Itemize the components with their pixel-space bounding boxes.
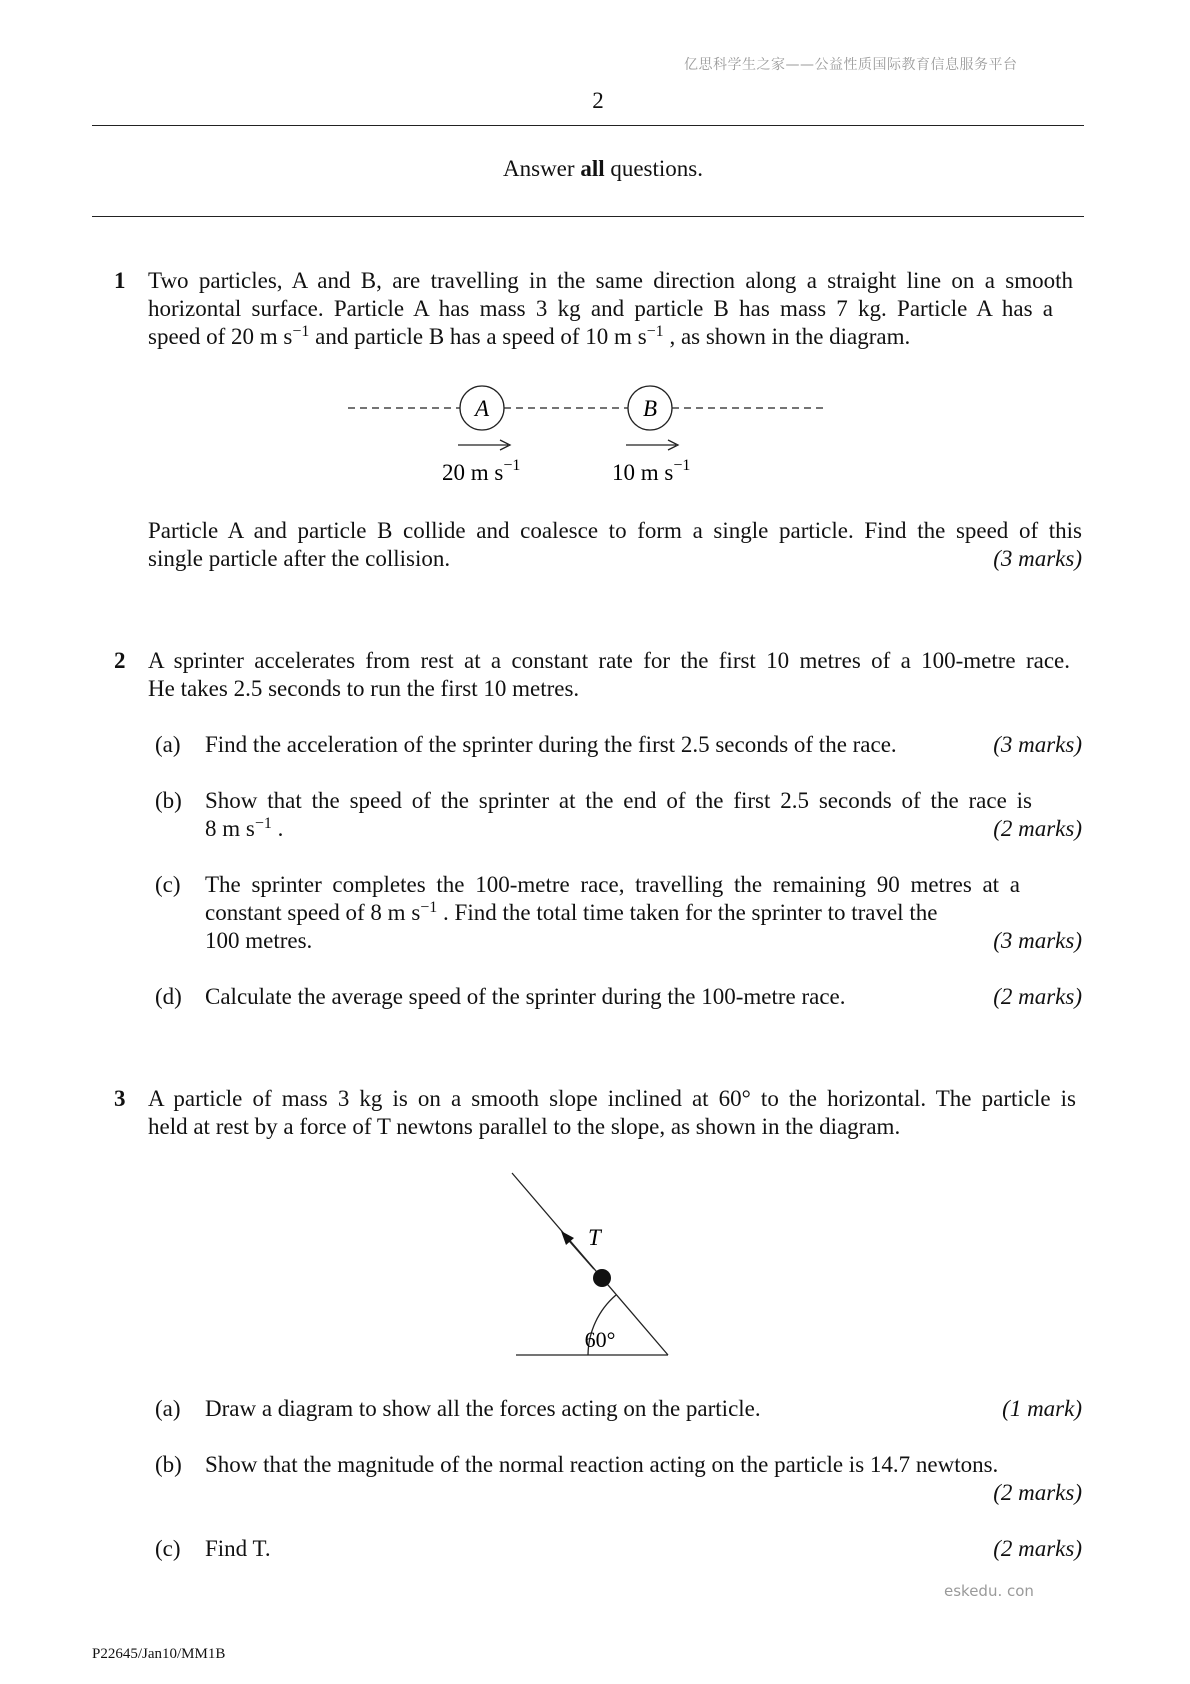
q2a-text: Find the acceleration of the sprinter during the first 2.5 seconds of the race. xyxy=(205,732,897,757)
q3a-marks: (1 mark) xyxy=(1002,1396,1082,1421)
q1-line-1: Two particles, A and B, are travelling in the same direction along a straight line on a smooth xyxy=(148,268,1073,293)
q2-line-2: He takes 2.5 seconds to run the first 10 metres. xyxy=(148,676,580,701)
q3c-text: Find T. xyxy=(205,1536,271,1561)
slope-diagram xyxy=(500,1165,700,1365)
question-3-number: 3 xyxy=(114,1086,126,1111)
collision-diagram xyxy=(340,380,840,490)
q3-line-2: held at rest by a force of T newtons parallel to the slope, as shown in the diagram. xyxy=(148,1114,901,1139)
q1-line-5: single particle after the collision. xyxy=(148,546,451,571)
q2c-line-1: The sprinter completes the 100-metre race, travelling the remaining 90 metres at a xyxy=(205,872,1020,897)
q2b-marks: (2 marks) xyxy=(993,816,1082,841)
q3-line-1: A particle of mass 3 kg is on a smooth slope inclined at 60° to the horizontal. The particle is xyxy=(148,1086,1076,1111)
q2d-marks: (2 marks) xyxy=(993,984,1082,1009)
force-label: T xyxy=(588,1225,601,1250)
q1-line-3: speed of 20 m $s^{-1}$ and particle B has a speed of 10 m $s^{-1}$ , as shown in the diagram. xyxy=(148,323,911,349)
q2c-line-3: 100 metres. xyxy=(205,928,313,953)
particle-b-label: B xyxy=(642,396,658,421)
q2a-label: (a) xyxy=(155,732,181,757)
q2b-line-1: Show that the speed of the sprinter at the end of the first 2.5 seconds of the race is xyxy=(205,788,1032,813)
q3b-text: Show that the magnitude of the normal reaction acting on the particle is 14.7 newtons. xyxy=(205,1452,999,1477)
angle-label: 60° xyxy=(584,1327,616,1352)
q2c-line-2: constant speed of 8 m $s^{-1}$ . Find the total time taken for the sprinter to travel the xyxy=(205,899,938,925)
q2d-text: Calculate the average speed of the sprinter during the 100-metre race. xyxy=(205,984,846,1009)
q3c-label: (c) xyxy=(155,1536,181,1561)
footer-code: P22645/Jan10/MM1B xyxy=(92,1646,226,1662)
q3c-marks: (2 marks) xyxy=(993,1536,1082,1561)
q1-marks: (3 marks) xyxy=(993,546,1082,571)
watermark-top: 亿思科学生之家——公益性质国际教育信息服务平台 xyxy=(684,57,1018,73)
question-1-number: 1 xyxy=(114,268,126,293)
q2b-label: (b) xyxy=(155,788,182,813)
instruction: Answer all questions. xyxy=(503,156,703,181)
instruction-rule xyxy=(92,216,1084,217)
watermark-bottom: eskedu. con xyxy=(944,1582,1034,1600)
q2c-marks: (3 marks) xyxy=(993,928,1082,953)
question-2-number: 2 xyxy=(114,648,126,673)
q1-line-2: horizontal surface. Particle A has mass 3 kg and particle B has mass 7 kg. Particle A has a xyxy=(148,296,1053,321)
speed-b-label: 10 m $s^{-1}$ xyxy=(612,457,691,485)
q3a-text: Draw a diagram to show all the forces acting on the particle. xyxy=(205,1396,761,1421)
q3b-label: (b) xyxy=(155,1452,182,1477)
particle-a-label: A xyxy=(474,396,490,421)
q3b-marks: (2 marks) xyxy=(993,1480,1082,1505)
top-rule xyxy=(92,125,1084,126)
particle-dot xyxy=(593,1269,611,1287)
page-number: 2 xyxy=(592,88,604,113)
q2d-label: (d) xyxy=(155,984,182,1009)
q2c-label: (c) xyxy=(155,872,181,897)
speed-a-label: 20 m $s^{-1}$ xyxy=(442,457,521,485)
q2a-marks: (3 marks) xyxy=(993,732,1082,757)
q1-line-4: Particle A and particle B collide and coalesce to form a single particle. Find the speed of this xyxy=(148,518,1082,543)
q3a-label: (a) xyxy=(155,1396,181,1421)
q2b-line-2: 8 m $s^{-1}$ . xyxy=(205,815,284,841)
q2-line-1: A sprinter accelerates from rest at a constant rate for the first 10 metres of a 100-metre race. xyxy=(148,648,1070,673)
